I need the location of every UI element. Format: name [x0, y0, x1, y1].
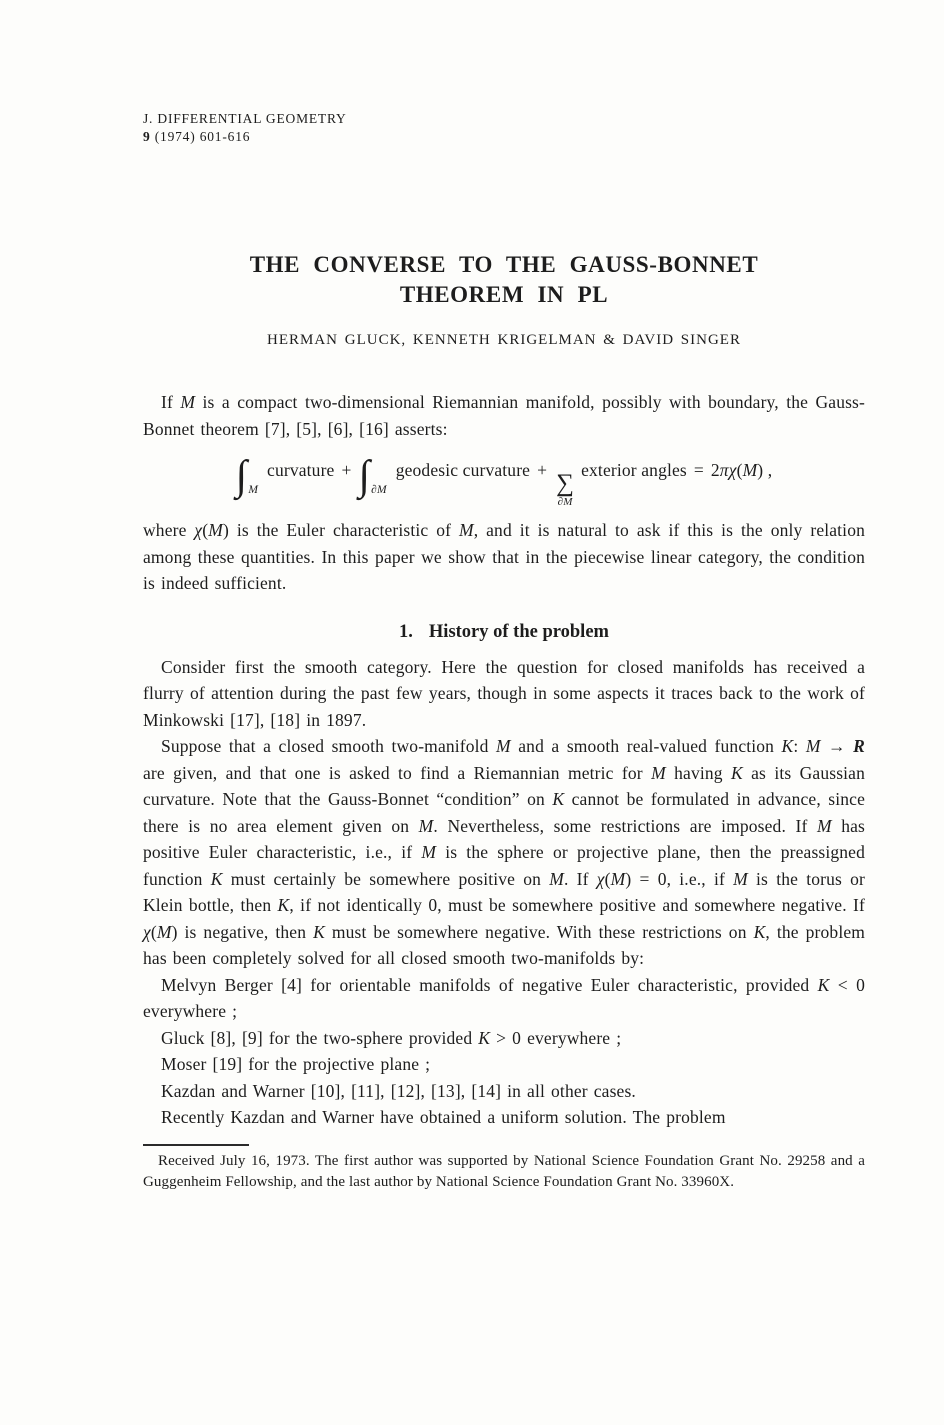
history-paragraph-3: Recently Kazdan and Warner have obtained a uniform solution. The problem	[161, 1107, 726, 1127]
section-title: History of the problem	[428, 621, 609, 642]
result-item-moser: Moser [19] for the projective plane ;	[161, 1054, 431, 1074]
gauss-bonnet-equation: ∫Mcurvature + ∫∂Mgeodesic curvature + ∑ ∂M exterior angles = 2πχ(M) ,	[235, 453, 773, 508]
paper-title-line2: THEOREM IN PL	[399, 282, 609, 307]
result-item-kazdan-warner: Kazdan and Warner [10], [11], [12], [13], [14] in all other cases.	[161, 1080, 636, 1101]
paper-title-line1: THE CONVERSE TO THE GAUSS-BONNET	[249, 252, 759, 277]
result-item-gluck: Gluck [8], [9] for the two-sphere provided K > 0 everywhere ;	[161, 1027, 622, 1048]
page-content	[143, 110, 865, 1193]
paper-title	[143, 250, 865, 310]
section-1-heading	[143, 622, 865, 643]
journal-header	[143, 110, 865, 146]
intro-paragraph-continued: where χ(M) is the Euler characteristic of M, and it is natural to ask if this is the only relation among these quantities. In this paper we show that in the piecewise linear category, the condition is indeed sufficient.	[143, 520, 865, 593]
footnote-rule	[143, 1144, 249, 1146]
intro-paragraph: If M is a compact two-dimensional Riemannian manifold, possibly with boundary, the Gauss-Bonnet theorem [7], [5], [6], [16] asserts:	[143, 392, 865, 439]
journal-volume-line: 9 (1974) 601-616	[143, 129, 251, 144]
footnote-text: Received July 16, 1973. The first author was supported by National Science Foundation Grant No. 29258 and a Guggenheim Fellowship, and the last author by National Science Foundation Grant No. 33960X.	[143, 1152, 865, 1190]
section-number: 1.	[399, 621, 413, 642]
authors-line: HERMAN GLUCK, KENNETH KRIGELMAN & DAVID SINGER	[267, 332, 741, 348]
journal-name: J. DIFFERENTIAL GEOMETRY	[143, 111, 347, 126]
history-paragraph-1: Consider first the smooth category. Here the question for closed manifolds has received a flurry of attention during the past few years, though in some aspects it traces back to the work of Minkowski [17], [18] in 1897.	[143, 656, 865, 730]
history-paragraph-2: Suppose that a closed smooth two-manifold M and a smooth real-valued function K: M → R are given, and that one is asked to find a Riemannian metric for M having K as its Gaussian curvature. Note that the Gauss-Bonnet “condition” on K cannot be formulated in advance, since there is no area element given on M. Nevertheless, some restrictions are imposed. If M has positive Euler characteristic, i.e., if M is the sphere or projective plane, then the preassigned function K must certainly be somewhere positive on M. If χ(M) = 0, i.e., if M is the torus or Klein bottle, then K, if not identically 0, must be somewhere positive and somewhere negative. If χ(M) is negative, then K must be somewhere negative. With these restrictions on K, the problem has been completely solved for all closed smooth two-manifolds by:	[143, 736, 866, 968]
result-item-berger: Melvyn Berger [4] for orientable manifolds of negative Euler characteristic, provided K < 0 everywhere ;	[143, 974, 865, 1021]
